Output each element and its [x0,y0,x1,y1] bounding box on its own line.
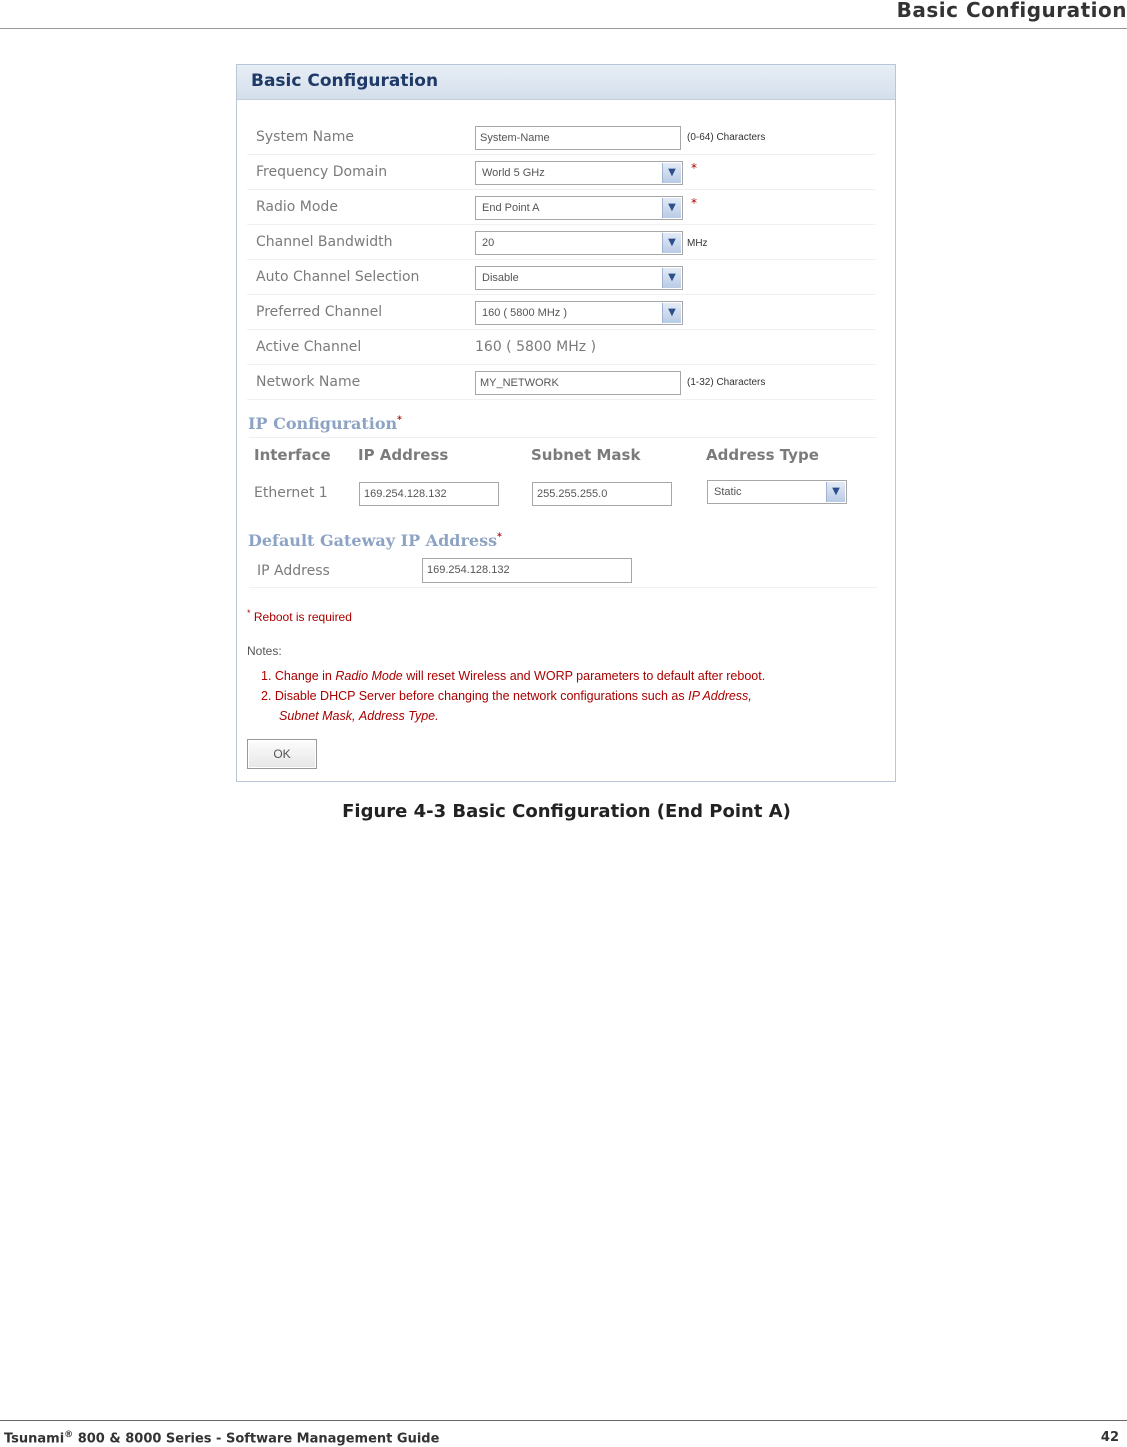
address-type-header: Address Type [706,446,819,464]
required-star: * [691,161,697,175]
preferred-channel-value: 160 ( 5800 MHz ) [482,307,567,319]
panel-title: Basic Configuration [251,71,439,91]
radio-mode-value: End Point A [482,202,540,214]
subnet-mask-input[interactable]: 255.255.255.0 [532,482,672,506]
chevron-down-icon[interactable]: ▼ [662,303,681,323]
default-gateway-title [248,531,502,550]
ip-address-header: IP Address [358,446,449,464]
channel-bandwidth-select[interactable] [475,231,683,255]
footer-brand: Tsunami [4,1431,65,1447]
reboot-required-text: Reboot is required [250,610,352,624]
note-2-continued [279,709,439,723]
radio-mode-row [247,189,875,225]
channel-bandwidth-value: 20 [482,237,495,249]
network-name-hint: (1-32) Characters [687,377,766,388]
ip-configuration-table [249,437,877,518]
preferred-channel-label: Preferred Channel [256,304,383,320]
system-name-label: System Name [256,129,354,145]
page-header-title: Basic Configuration [896,0,1127,22]
interface-value: Ethernet 1 [254,485,328,501]
address-type-value: Static [714,486,742,498]
footer-guide-title [4,1430,439,1446]
chevron-down-icon[interactable]: ▼ [826,482,845,502]
gateway-ip-input[interactable]: 169.254.128.132 [422,558,632,583]
note-2-subnet-mask: Subnet Mask, [279,709,356,723]
note-1-prefix: 1. Change in [261,669,336,683]
auto-channel-selection-label: Auto Channel Selection [256,269,420,285]
page-header [0,0,1127,29]
frequency-domain-label: Frequency Domain [256,164,388,180]
chevron-down-icon[interactable]: ▼ [662,268,681,288]
auto-channel-selection-value: Disable [482,272,519,284]
preferred-channel-select[interactable] [475,301,683,325]
ip-configuration-title-text: IP Configuration [248,414,398,433]
note-2-emphasis: IP Address, [688,689,752,703]
default-gateway-title-text: Default Gateway IP Address [248,531,498,550]
default-gateway-row [249,553,877,588]
chevron-down-icon[interactable]: ▼ [662,233,681,253]
page-footer [0,1420,1127,1447]
frequency-domain-select[interactable] [475,161,683,185]
footer-guide-name: 800 & 8000 Series - Software Management Guide [73,1431,440,1447]
ok-button[interactable]: OK [247,739,317,769]
system-name-input[interactable]: System-Name [475,126,681,150]
basic-configuration-panel [236,64,896,782]
page-number: 42 [1100,1430,1119,1445]
auto-channel-selection-row [247,259,875,295]
active-channel-value: 160 ( 5800 MHz ) [475,339,597,355]
reboot-star: * [247,608,251,618]
reboot-required-note [247,608,352,624]
notes-heading: Notes: [247,644,282,658]
frequency-domain-row [247,154,875,190]
interface-header: Interface [254,446,331,464]
required-star: * [497,532,502,543]
subnet-mask-header: Subnet Mask [531,446,641,464]
radio-mode-label: Radio Mode [256,199,338,215]
note-1-suffix: will reset Wireless and WORP parameters to default after reboot. [402,669,766,683]
channel-bandwidth-unit: MHz [687,238,708,249]
channel-bandwidth-label: Channel Bandwidth [256,234,393,250]
channel-bandwidth-row [247,224,875,260]
chevron-down-icon[interactable]: ▼ [662,163,681,183]
chevron-down-icon[interactable]: ▼ [662,198,681,218]
registered-mark: ® [64,1430,74,1440]
active-channel-row [247,329,875,365]
auto-channel-selection-select[interactable] [475,266,683,290]
figure-caption: Figure 4-3 Basic Configuration (End Point A) [342,801,791,822]
system-name-hint: (0-64) Characters [687,132,766,143]
preferred-channel-row [247,294,875,330]
required-star: * [691,196,697,210]
radio-mode-select[interactable] [475,196,683,220]
frequency-domain-value: World 5 GHz [482,167,545,179]
ip-configuration-title [248,414,402,433]
required-star: * [397,415,402,426]
active-channel-label: Active Channel [256,339,362,355]
panel-title-bar [237,65,895,100]
address-type-select[interactable] [707,480,847,504]
network-name-input[interactable]: MY_NETWORK [475,371,681,395]
gateway-ip-label: IP Address [257,563,330,579]
system-name-row [247,119,875,155]
network-name-label: Network Name [256,374,361,390]
ip-address-input[interactable]: 169.254.128.132 [359,482,499,506]
note-1 [261,669,765,683]
note-1-emphasis: Radio Mode [335,669,403,683]
network-name-row [247,364,875,400]
note-2 [261,689,752,703]
note-2-address-type: Address Type. [358,709,439,723]
note-2-prefix: 2. Disable DHCP Server before changing the network configurations such as [261,689,689,703]
